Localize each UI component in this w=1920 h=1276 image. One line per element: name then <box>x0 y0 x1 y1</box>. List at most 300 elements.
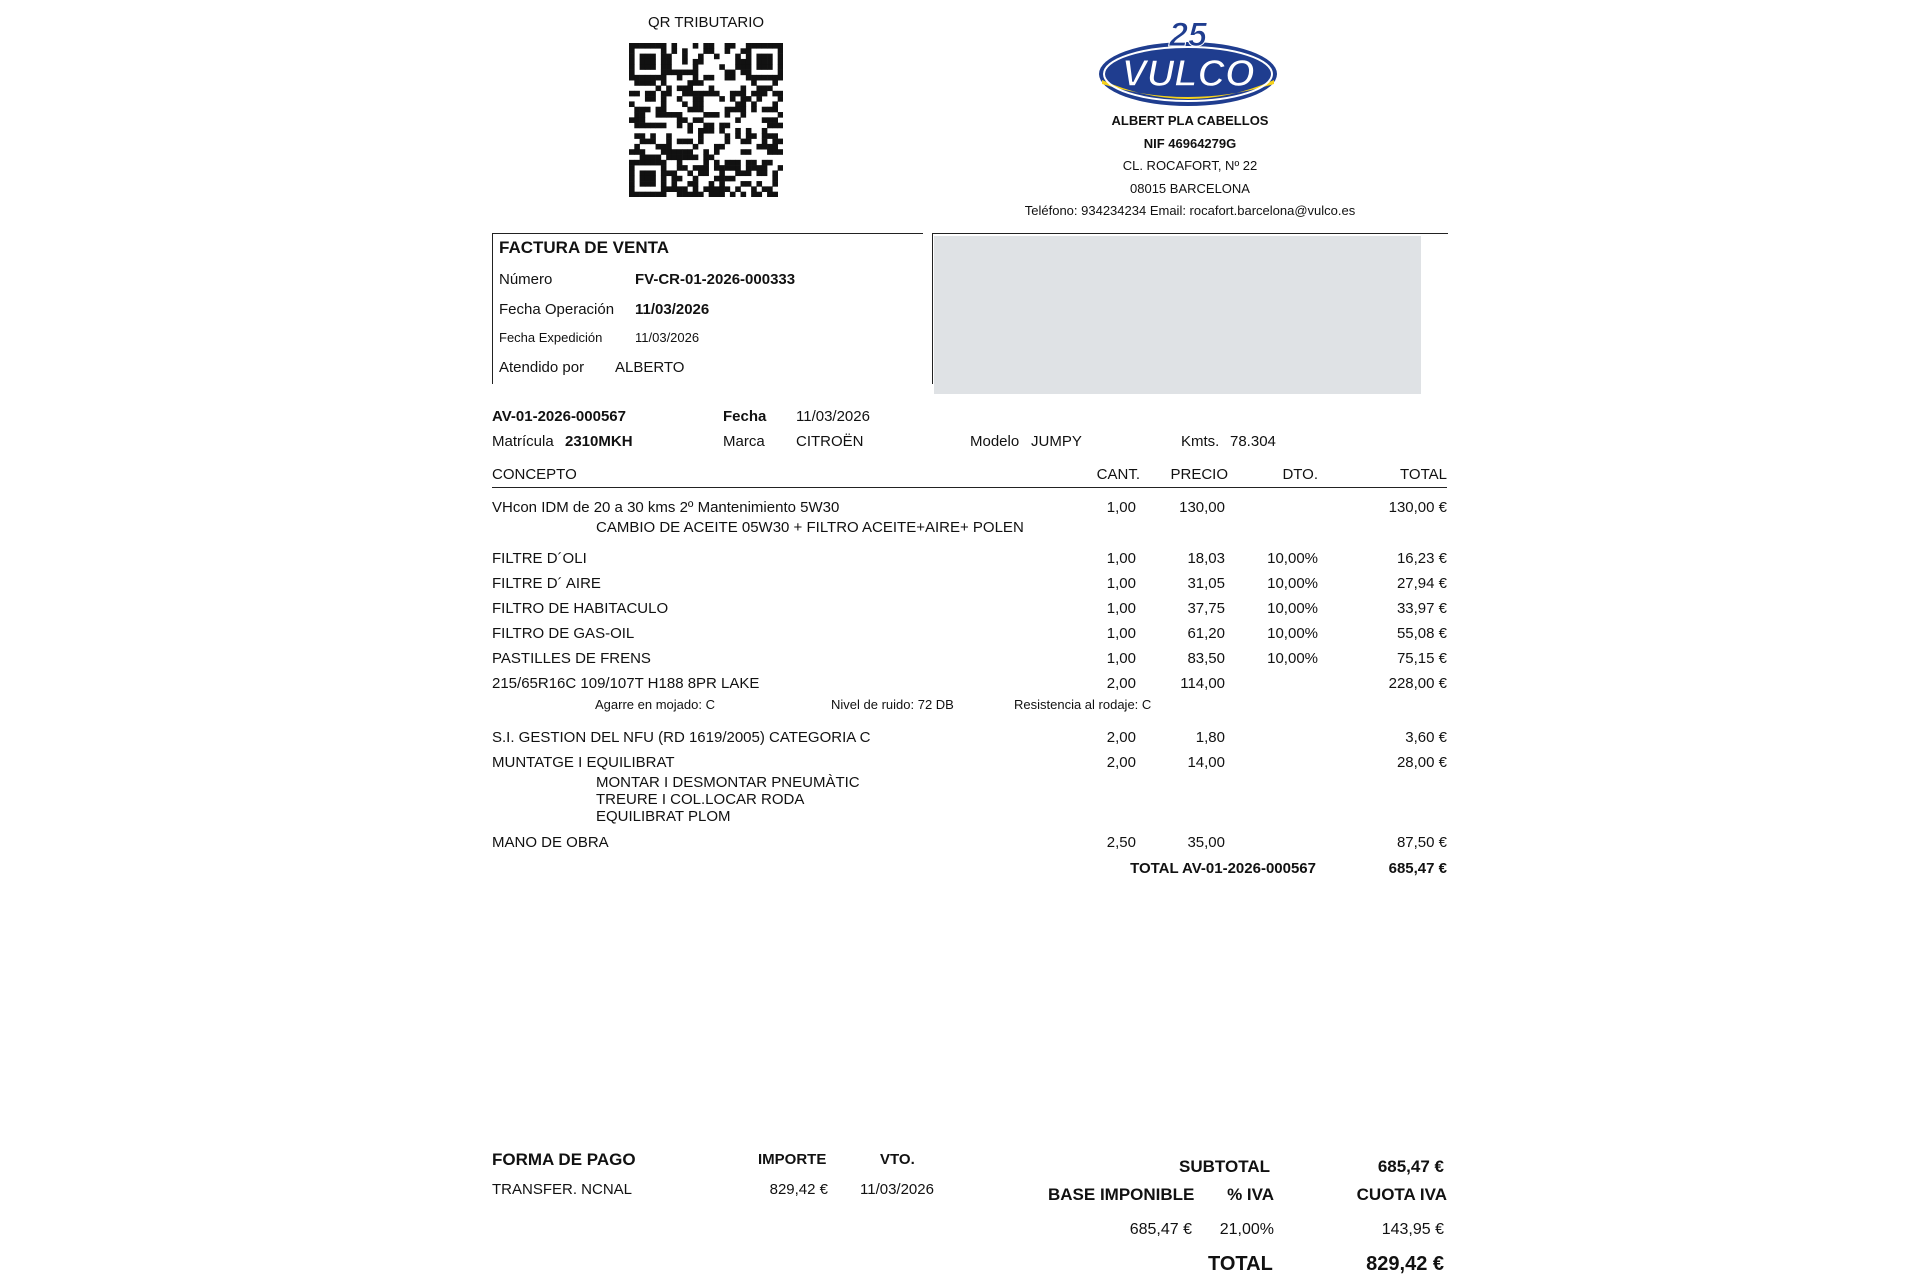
qr-module <box>650 192 656 197</box>
qr-module <box>656 75 662 81</box>
line-total: 228,00 € <box>1388 675 1447 692</box>
km: 78.304 <box>1230 433 1276 450</box>
qr-module <box>772 101 778 107</box>
qr-module <box>640 192 646 197</box>
line-concept: FILTRO DE HABITACULO <box>492 600 669 617</box>
qr-module <box>719 186 725 192</box>
qr-module <box>741 96 747 102</box>
qr-module <box>656 123 662 129</box>
company-name: ALBERT PLA CABELLOS <box>1111 113 1269 128</box>
qr-module <box>741 59 747 65</box>
qr-module <box>746 59 752 65</box>
qr-module <box>661 165 667 171</box>
qr-module <box>756 91 762 97</box>
line-discount: 10,00% <box>1267 550 1318 567</box>
line-qty: 1,00 <box>1106 625 1136 642</box>
qr-module <box>687 91 693 97</box>
qr-module <box>767 75 773 81</box>
qr-module <box>725 160 731 166</box>
qr-module <box>751 80 757 86</box>
qr-module <box>687 107 693 113</box>
qr-module <box>687 192 693 197</box>
qr-module <box>640 117 646 123</box>
qr-module <box>629 165 635 171</box>
qr-module <box>671 186 677 192</box>
qr-module <box>682 48 688 54</box>
qr-module <box>650 181 656 187</box>
qr-module <box>719 96 725 102</box>
qr-module <box>645 64 651 70</box>
qr-module <box>645 107 651 113</box>
plate-label: Matrícula <box>492 433 554 450</box>
qr-module <box>725 165 731 171</box>
qr-module <box>640 80 646 86</box>
qr-module <box>666 70 672 76</box>
qr-module <box>762 85 768 91</box>
qr-module <box>634 80 640 86</box>
order-total-value: 685,47 € <box>1388 860 1447 877</box>
qr-module <box>698 165 704 171</box>
qr-module <box>687 155 693 161</box>
qr-module <box>634 149 640 155</box>
vat-rate-value: 21,00% <box>1219 1221 1274 1238</box>
payment-method-label: FORMA DE PAGO <box>492 1150 636 1169</box>
line-qty: 2,00 <box>1106 729 1136 746</box>
line-total: 3,60 € <box>1405 729 1447 746</box>
qr-module <box>730 96 736 102</box>
qr-module <box>640 149 646 155</box>
qr-module <box>741 139 747 145</box>
qr-module <box>730 192 736 197</box>
qr-module <box>640 43 646 49</box>
qr-module <box>767 117 773 123</box>
qr-module <box>656 144 662 150</box>
col-dto: DTO. <box>1282 466 1318 483</box>
line-qty: 1,00 <box>1106 499 1136 516</box>
line-discount: 10,00% <box>1267 650 1318 667</box>
qr-module <box>687 149 693 155</box>
qr-module <box>741 70 747 76</box>
qr-module <box>682 117 688 123</box>
qr-module <box>730 43 736 49</box>
subtotal-label: SUBTOTAL <box>1179 1157 1270 1176</box>
attended-by-label: Atendido por <box>499 359 585 376</box>
qr-module <box>703 128 709 134</box>
qr-module <box>772 107 778 113</box>
qr-module <box>666 144 672 150</box>
issue-date-label: Fecha Expedición <box>499 330 603 345</box>
qr-module <box>772 133 778 139</box>
qr-module <box>735 160 741 166</box>
qr-module <box>682 91 688 97</box>
qr-module <box>714 144 720 150</box>
line-qty: 1,00 <box>1106 575 1136 592</box>
qr-module <box>629 59 635 65</box>
qr-module <box>767 186 773 192</box>
qr-module <box>709 192 715 197</box>
qr-module <box>751 192 757 197</box>
issue-date: 11/03/2026 <box>635 330 700 345</box>
qr-module <box>693 64 699 70</box>
qr-module <box>719 170 725 176</box>
qr-module <box>693 144 699 150</box>
qr-module <box>767 43 773 49</box>
company-city: 08015 BARCELONA <box>1130 181 1250 196</box>
qr-module <box>767 85 773 91</box>
qr-module <box>741 64 747 70</box>
qr-module <box>645 91 651 97</box>
qr-module <box>762 144 768 150</box>
qr-module <box>730 107 736 113</box>
qr-module <box>650 123 656 129</box>
qr-module <box>719 192 725 197</box>
invoice-number: FV-CR-01-2026-000333 <box>635 271 796 288</box>
qr-module <box>778 54 783 60</box>
qr-module <box>693 107 699 113</box>
line-price: 61,20 <box>1187 625 1225 642</box>
qr-module <box>703 123 709 129</box>
line-price: 35,00 <box>1187 834 1225 851</box>
qr-module <box>762 160 768 166</box>
qr-module <box>756 181 762 187</box>
qr-module <box>778 91 783 97</box>
qr-module <box>629 43 635 49</box>
qr-module <box>629 117 635 123</box>
qr-module <box>645 59 651 65</box>
qr-module <box>741 101 747 107</box>
qr-module <box>640 160 646 166</box>
qr-module <box>640 170 646 176</box>
qr-module <box>725 139 731 145</box>
brand-label: Marca <box>723 433 765 450</box>
qr-module <box>634 75 640 81</box>
qr-module <box>741 107 747 113</box>
line-concept: S.I. GESTION DEL NFU (RD 1619/2005) CATEGORIA C <box>492 729 871 746</box>
qr-module <box>629 192 635 197</box>
qr-module <box>762 91 768 97</box>
qr-module <box>746 75 752 81</box>
qr-module <box>725 43 731 49</box>
qr-module <box>709 155 715 161</box>
qr-module <box>762 59 768 65</box>
qr-module <box>682 70 688 76</box>
subtotal-value: 685,47 € <box>1377 1157 1444 1176</box>
qr-module <box>671 181 677 187</box>
qr-module <box>751 160 757 166</box>
qr-module <box>687 181 693 187</box>
qr-module <box>629 101 635 107</box>
qr-code-image <box>629 43 783 197</box>
qr-module <box>735 170 741 176</box>
qr-module <box>666 170 672 176</box>
qr-module <box>650 96 656 102</box>
qr-module <box>719 165 725 171</box>
qr-module <box>698 139 704 145</box>
qr-module <box>772 80 778 86</box>
company-contact: Teléfono: 934234234 Email: rocafort.barcelona@vulco.es <box>1024 203 1356 218</box>
qr-module <box>698 101 704 107</box>
qr-module <box>661 181 667 187</box>
qr-module <box>756 43 762 49</box>
qr-module <box>634 117 640 123</box>
qr-module <box>746 160 752 166</box>
qr-module <box>640 123 646 129</box>
qr-module <box>650 59 656 65</box>
line-concept: VHcon IDM de 20 a 30 kms 2º Mantenimiento 5W30 <box>492 499 840 516</box>
qr-module <box>682 139 688 145</box>
invoice-title: FACTURA DE VENTA <box>499 238 669 257</box>
qr-module <box>629 160 635 166</box>
logo-wordmark: VULCO <box>1121 53 1255 95</box>
qr-module <box>645 96 651 102</box>
qr-module <box>634 107 640 113</box>
qr-module <box>677 96 683 102</box>
qr-module <box>714 54 720 60</box>
line-concept: 215/65R16C 109/107T H188 8PR LAKE <box>492 675 760 692</box>
qr-module <box>645 181 651 187</box>
qr-module <box>640 112 646 118</box>
qr-module <box>661 186 667 192</box>
qr-module <box>698 128 704 134</box>
qr-module <box>741 48 747 54</box>
qr-module <box>650 43 656 49</box>
qr-module <box>645 192 651 197</box>
qr-module <box>629 149 635 155</box>
model: JUMPY <box>1031 433 1082 450</box>
qr-module <box>650 54 656 60</box>
order-total-label: TOTAL AV-01-2026-000567 <box>1130 860 1316 877</box>
qr-module <box>677 176 683 182</box>
qr-module <box>719 128 725 134</box>
payment-amount: 829,42 € <box>769 1181 828 1198</box>
order-date-label: Fecha <box>723 408 767 425</box>
qr-module <box>767 64 773 70</box>
qr-module <box>735 133 741 139</box>
qr-module <box>698 91 704 97</box>
line-concept: PASTILLES DE FRENS <box>492 650 651 667</box>
qr-module <box>666 155 672 161</box>
qr-module <box>656 112 662 118</box>
qr-module <box>746 139 752 145</box>
qr-module <box>682 186 688 192</box>
qr-module <box>767 133 773 139</box>
qr-module <box>693 165 699 171</box>
qr-module <box>634 91 640 97</box>
qr-module <box>714 192 720 197</box>
qr-module <box>661 91 667 97</box>
payment-amount-label: IMPORTE <box>758 1151 827 1168</box>
qr-module <box>661 149 667 155</box>
qr-module <box>629 170 635 176</box>
qr-module <box>640 176 646 182</box>
line-price: 130,00 <box>1179 499 1225 516</box>
qr-module <box>751 107 757 113</box>
qr-module <box>640 139 646 145</box>
qr-module <box>767 160 773 166</box>
qr-module <box>682 101 688 107</box>
qr-module <box>714 149 720 155</box>
qr-module <box>677 149 683 155</box>
line-qty: 1,00 <box>1106 600 1136 617</box>
qr-module <box>709 48 715 54</box>
plate: 2310MKH <box>565 433 633 450</box>
table-header-rule <box>492 487 1447 488</box>
invoice-number-label: Número <box>499 271 553 288</box>
qr-module <box>650 139 656 145</box>
qr-module <box>629 54 635 60</box>
qr-module <box>666 139 672 145</box>
line-subdescription: CAMBIO DE ACEITE 05W30 + FILTRO ACEITE+AIRE+ POLEN <box>596 519 1024 536</box>
qr-module <box>762 170 768 176</box>
qr-module <box>666 91 672 97</box>
line-price: 31,05 <box>1187 575 1225 592</box>
qr-module <box>661 101 667 107</box>
qr-module <box>762 64 768 70</box>
qr-module <box>671 176 677 182</box>
qr-module <box>661 107 667 113</box>
order-date: 11/03/2026 <box>796 408 870 425</box>
qr-module <box>735 91 741 97</box>
qr-module <box>741 91 747 97</box>
qr-module <box>634 123 640 129</box>
qr-module <box>741 170 747 176</box>
col-cant: CANT. <box>1096 466 1140 483</box>
qr-module <box>756 170 762 176</box>
qr-module <box>698 170 704 176</box>
operation-date-label: Fecha Operación <box>499 301 615 318</box>
qr-module <box>751 165 757 171</box>
qr-module <box>650 64 656 70</box>
qr-module <box>725 48 731 54</box>
qr-module <box>661 170 667 176</box>
qr-module <box>698 96 704 102</box>
qr-module <box>682 155 688 161</box>
qr-module <box>645 80 651 86</box>
qr-module <box>762 75 768 81</box>
qr-module <box>756 96 762 102</box>
qr-module <box>650 80 656 86</box>
qr-module <box>671 149 677 155</box>
qr-module <box>677 70 683 76</box>
qr-module <box>751 91 757 97</box>
qr-module <box>730 91 736 97</box>
qr-module <box>751 133 757 139</box>
qr-module <box>634 112 640 118</box>
qr-module <box>725 123 731 129</box>
qr-module <box>693 101 699 107</box>
qr-module <box>778 149 783 155</box>
qr-module <box>756 192 762 197</box>
qr-module <box>746 165 752 171</box>
qr-module <box>629 176 635 182</box>
qr-module <box>746 149 752 155</box>
qr-module <box>640 59 646 65</box>
qr-module <box>762 117 768 123</box>
qr-module <box>772 181 778 187</box>
qr-module <box>751 101 757 107</box>
line-concept: FILTRO DE GAS-OIL <box>492 625 635 642</box>
qr-module <box>666 149 672 155</box>
qr-module <box>756 64 762 70</box>
qr-module <box>629 64 635 70</box>
qr-module <box>634 43 640 49</box>
qr-module <box>661 75 667 81</box>
qr-module <box>735 101 741 107</box>
qr-module <box>656 85 662 91</box>
qr-module <box>725 70 731 76</box>
qr-module <box>741 85 747 91</box>
qr-module <box>703 186 709 192</box>
line-concept: FILTRE D´ AIRE <box>492 575 601 592</box>
qr-module <box>677 160 683 166</box>
qr-module <box>709 85 715 91</box>
qr-module <box>709 75 715 81</box>
qr-module <box>751 186 757 192</box>
qr-module <box>634 133 640 139</box>
qr-module <box>762 43 768 49</box>
qr-module <box>703 112 709 118</box>
qr-module <box>640 75 646 81</box>
qr-module <box>661 123 667 129</box>
qr-module <box>645 54 651 60</box>
line-total: 16,23 € <box>1396 550 1447 567</box>
qr-module <box>687 85 693 91</box>
qr-module <box>645 176 651 182</box>
qr-module <box>746 43 752 49</box>
qr-module <box>677 186 683 192</box>
qr-module <box>634 192 640 197</box>
qr-module <box>756 165 762 171</box>
qr-module <box>682 85 688 91</box>
qr-module <box>772 91 778 97</box>
qr-module <box>772 123 778 129</box>
qr-module <box>698 80 704 86</box>
qr-module <box>741 192 747 197</box>
qr-module <box>640 133 646 139</box>
line-qty: 2,50 <box>1106 834 1136 851</box>
line-price: 1,80 <box>1195 729 1225 746</box>
qr-module <box>762 128 768 134</box>
qr-module <box>645 123 651 129</box>
qr-module <box>762 133 768 139</box>
qr-module <box>746 48 752 54</box>
line-price: 37,75 <box>1187 600 1225 617</box>
qr-module <box>677 192 683 197</box>
brand: CITROËN <box>796 433 864 450</box>
qr-module <box>645 155 651 161</box>
qr-module <box>767 149 773 155</box>
qr-module <box>735 117 741 123</box>
qr-module <box>725 176 731 182</box>
tax-base-label: BASE IMPONIBLE <box>1048 1185 1195 1204</box>
qr-module <box>693 43 699 49</box>
qr-module <box>746 170 752 176</box>
qr-module <box>677 155 683 161</box>
qr-module <box>735 165 741 171</box>
line-subdescription: MONTAR I DESMONTAR PNEUMÀTIC <box>596 774 860 791</box>
qr-module <box>629 70 635 76</box>
qr-module <box>650 160 656 166</box>
qr-module <box>698 107 704 113</box>
qr-module <box>762 107 768 113</box>
qr-module <box>677 75 683 81</box>
qr-module <box>751 43 757 49</box>
km-label: Kmts. <box>1181 433 1220 450</box>
qr-module <box>677 123 683 129</box>
qr-module <box>645 75 651 81</box>
qr-module <box>698 117 704 123</box>
qr-module <box>645 160 651 166</box>
